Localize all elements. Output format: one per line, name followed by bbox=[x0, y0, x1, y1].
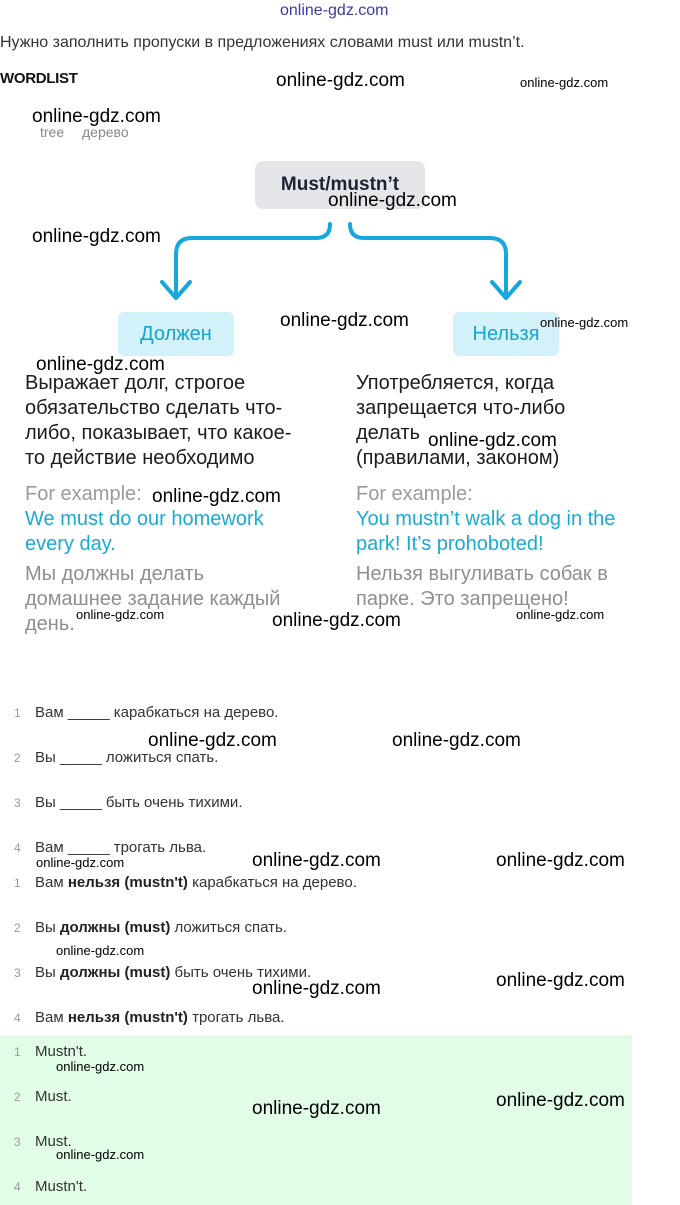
must-description: Выражает долг, строгое обязательство сделать что- либо, показывает, что какое- то действие необходимо bbox=[25, 372, 292, 469]
watermark: online-gdz.com bbox=[252, 1098, 381, 1119]
answer-text: Mustn't. bbox=[35, 1178, 88, 1195]
task-number: 4 bbox=[14, 841, 21, 855]
answer-number: 3 bbox=[14, 1135, 21, 1149]
watermark: online-gdz.com bbox=[496, 970, 625, 991]
filled-text: Вам нельзя (mustn't) трогать льва. bbox=[35, 1009, 285, 1026]
wordlist-heading: WORDLIST bbox=[0, 70, 78, 87]
watermark: online-gdz.com bbox=[272, 610, 401, 631]
watermark: online-gdz.com bbox=[496, 850, 625, 871]
filled-item bbox=[0, 1009, 440, 1031]
answer-text: Must. bbox=[35, 1133, 72, 1150]
filled-answer: должны (must) bbox=[59, 919, 171, 936]
watermark: online-gdz.com bbox=[152, 486, 281, 507]
watermark: online-gdz.com bbox=[276, 70, 405, 91]
top-watermark: online-gdz.com bbox=[280, 2, 389, 19]
watermark: online-gdz.com bbox=[392, 730, 521, 751]
category-must: Должен bbox=[118, 312, 234, 356]
task-text: Вы _____ ложиться спать. bbox=[35, 749, 219, 766]
watermark: online-gdz.com bbox=[56, 943, 145, 958]
mustnt-example-label: For example: bbox=[356, 483, 473, 505]
watermark: online-gdz.com bbox=[496, 1090, 625, 1111]
task-number: 3 bbox=[14, 796, 21, 810]
filled-number: 4 bbox=[14, 1011, 21, 1025]
watermark: online-gdz.com bbox=[516, 607, 605, 622]
answer-text: Mustn't. bbox=[35, 1043, 88, 1060]
wordlist-word: tree bbox=[40, 124, 65, 140]
must-example-english: We must do our homework every day. bbox=[25, 508, 264, 555]
watermark: online-gdz.com bbox=[36, 855, 125, 870]
wordlist-translation: дерево bbox=[82, 124, 129, 140]
mustnt-example-russian: Нельзя выгуливать собак в парке. Это запрещено! bbox=[356, 563, 608, 610]
filled-answer: нельзя (mustn't) bbox=[67, 1009, 188, 1026]
filled-number: 3 bbox=[14, 966, 21, 980]
mustnt-example-english: You mustn’t walk a dog in the park! It’s prohoboted! bbox=[356, 508, 616, 555]
task-text: Вам _____ трогать льва. bbox=[35, 839, 207, 856]
answer-item bbox=[0, 1178, 440, 1200]
watermark: online-gdz.com bbox=[540, 315, 629, 330]
task-number: 2 bbox=[14, 751, 21, 765]
watermark: online-gdz.com bbox=[56, 1059, 145, 1074]
filled-text: Вы должны (must) ложиться спать. bbox=[35, 919, 287, 936]
filled-number: 2 bbox=[14, 921, 21, 935]
watermark: online-gdz.com bbox=[148, 730, 277, 751]
instruction-text: Нужно заполнить пропуски в предложениях словами must или mustn’t. bbox=[0, 34, 525, 51]
watermark: online-gdz.com bbox=[32, 226, 161, 247]
diagram-root-node: Must/mustn’t bbox=[255, 161, 425, 209]
task-item bbox=[0, 704, 440, 726]
filled-answer: нельзя (mustn't) bbox=[67, 874, 188, 891]
task-number: 1 bbox=[14, 706, 21, 720]
watermark: online-gdz.com bbox=[252, 978, 381, 999]
mustnt-description: Употребляется, когда запрещается что-либо делать (правилами, законом) bbox=[356, 372, 566, 469]
filled-item bbox=[0, 919, 440, 941]
watermark: online-gdz.com bbox=[36, 354, 165, 375]
task-item bbox=[0, 749, 440, 771]
diagram-arrows bbox=[0, 0, 680, 320]
watermark: online-gdz.com bbox=[520, 75, 609, 90]
watermark: online-gdz.com bbox=[428, 430, 557, 451]
arrow-left bbox=[176, 224, 330, 296]
task-item bbox=[0, 794, 440, 816]
filled-answer: должны (must) bbox=[59, 964, 171, 981]
watermark: online-gdz.com bbox=[280, 310, 409, 331]
watermark: online-gdz.com bbox=[32, 106, 161, 127]
answer-number: 2 bbox=[14, 1090, 21, 1104]
filled-text: Вы должны (must) быть очень тихими. bbox=[35, 964, 312, 981]
answer-number: 4 bbox=[14, 1180, 21, 1194]
answer-text: Must. bbox=[35, 1088, 72, 1105]
must-example-label: For example: bbox=[25, 483, 142, 505]
watermark: online-gdz.com bbox=[328, 190, 457, 211]
filled-item bbox=[0, 874, 440, 896]
answer-number: 1 bbox=[14, 1045, 21, 1059]
filled-text: Вам нельзя (mustn't) карабкаться на дерево. bbox=[35, 874, 357, 891]
task-text: Вам _____ карабкаться на дерево. bbox=[35, 704, 279, 721]
category-mustnt: Нельзя bbox=[453, 312, 559, 356]
task-text: Вы _____ быть очень тихими. bbox=[35, 794, 243, 811]
filled-number: 1 bbox=[14, 876, 21, 890]
must-example-russian: Мы должны делать домашнее задание каждый день. bbox=[25, 563, 281, 635]
watermark: online-gdz.com bbox=[56, 1147, 145, 1162]
arrow-right bbox=[350, 224, 506, 296]
watermark: online-gdz.com bbox=[76, 607, 165, 622]
watermark: online-gdz.com bbox=[252, 850, 381, 871]
